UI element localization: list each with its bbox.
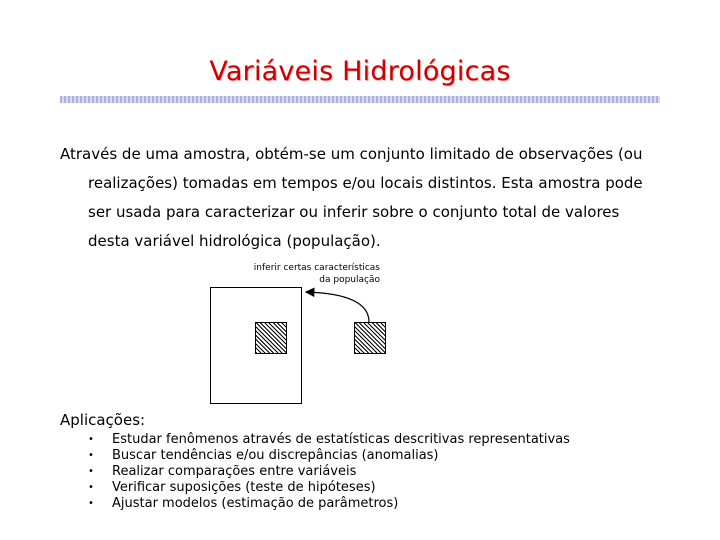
applications-list	[88, 432, 570, 512]
list-item	[88, 480, 570, 496]
list-item-text: Realizar comparações entre variáveis	[112, 464, 357, 479]
list-item	[88, 432, 570, 448]
bullet-icon: •	[88, 434, 94, 445]
paragraph-line-2: realizações) tomadas em tempos e/ou locais distintos. Esta amostra pode	[88, 174, 643, 192]
inference-arrow-path	[306, 292, 369, 322]
extracted-sample-square	[354, 322, 386, 354]
slide-title: Variáveis Hidrológicas	[209, 56, 511, 87]
inference-note-line-1: inferir certas características	[253, 263, 380, 273]
paragraph-line-3: ser usada para caracterizar ou inferir sobre o conjunto total de valores	[88, 203, 620, 221]
bullet-icon: •	[88, 498, 94, 509]
population-sample-square	[255, 322, 287, 354]
paragraph-line-4: desta variável hidrológica (população).	[88, 232, 381, 250]
applications-heading: Aplicações:	[60, 411, 146, 429]
list-item	[88, 496, 570, 512]
list-item-text: Buscar tendências e/ou discrepâncias (anomalias)	[112, 448, 439, 463]
list-item-text: Ajustar modelos (estimação de parâmetros)	[112, 496, 399, 511]
inference-note	[200, 262, 380, 286]
list-item-text: Estudar fenômenos através de estatísticas descritivas representativas	[112, 432, 570, 447]
bullet-icon: •	[88, 450, 94, 461]
title-underline-bar	[60, 96, 660, 103]
paragraph-line-1: Através de uma amostra, obtém-se um conjunto limitado de observações (ou	[60, 145, 643, 163]
bullet-icon: •	[88, 466, 94, 477]
bullet-icon: •	[88, 482, 94, 493]
inference-note-line-2: da população	[319, 275, 380, 285]
list-item	[88, 448, 570, 464]
list-item-text: Verificar suposições (teste de hipóteses)	[112, 480, 376, 495]
list-item	[88, 464, 570, 480]
